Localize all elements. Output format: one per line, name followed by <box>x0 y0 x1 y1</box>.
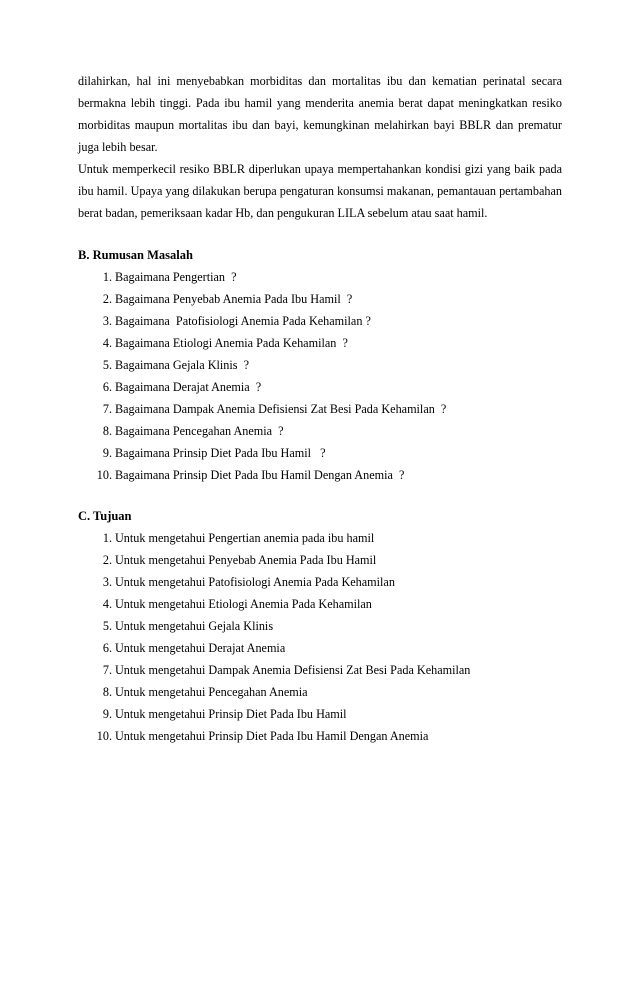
body-paragraph-2: Untuk memperkecil resiko BBLR diperlukan upaya mempertahankan kondisi gizi yang baik pada ibu hamil. Upaya yang dilakukan berupa pengaturan konsumsi makanan, pemantauan pertambahan berat badan, pemeriksaan kadar Hb, dan pengukuran LILA sebelum atau saat hamil. <box>78 162 562 220</box>
list-item: 9. Untuk mengetahui Prinsip Diet Pada Ibu Hamil <box>102 707 347 721</box>
tujuan-list <box>78 527 562 747</box>
list-item: 4. Bagaimana Etiologi Anemia Pada Kehamilan ? <box>102 336 348 350</box>
list-item: 3. Bagaimana Patofisiologi Anemia Pada Kehamilan ? <box>102 314 371 328</box>
section-c-heading: C. Tujuan <box>78 509 132 523</box>
body-paragraph-1: dilahirkan, hal ini menyebabkan morbiditas dan mortalitas ibu dan kematian perinatal secara bermakna lebih tinggi. Pada ibu hamil yang menderita anemia berat dapat meningkatkan resiko morbiditas maupun mortalitas ibu dan bayi, kemungkinan melahirkan bayi BBLR dan prematur juga lebih besar. <box>78 74 562 154</box>
list-item: 2. Bagaimana Penyebab Anemia Pada Ibu Hamil ? <box>102 292 353 306</box>
list-item: 5. Bagaimana Gejala Klinis ? <box>102 358 250 372</box>
list-item: 1. Untuk mengetahui Pengertian anemia pada ibu hamil <box>102 531 375 545</box>
list-item: 3. Untuk mengetahui Patofisiologi Anemia Pada Kehamilan <box>102 575 395 589</box>
list-item: 2. Untuk mengetahui Penyebab Anemia Pada Ibu Hamil <box>102 553 377 567</box>
document-page <box>78 70 562 747</box>
section-b-heading: B. Rumusan Masalah <box>78 248 193 262</box>
list-item: 7. Bagaimana Dampak Anemia Defisiensi Zat Besi Pada Kehamilan ? <box>102 402 447 416</box>
list-item: 7. Untuk mengetahui Dampak Anemia Defisiensi Zat Besi Pada Kehamilan <box>102 663 471 677</box>
rumusan-masalah-list <box>78 266 562 486</box>
list-item: 6. Bagaimana Derajat Anemia ? <box>102 380 262 394</box>
list-item: 10. Bagaimana Prinsip Diet Pada Ibu Hamil Dengan Anemia ? <box>96 468 405 482</box>
list-item: 10. Untuk mengetahui Prinsip Diet Pada Ibu Hamil Dengan Anemia <box>96 729 429 743</box>
list-item: 8. Untuk mengetahui Pencegahan Anemia <box>102 685 308 699</box>
list-item: 8. Bagaimana Pencegahan Anemia ? <box>102 424 284 438</box>
list-item: 6. Untuk mengetahui Derajat Anemia <box>102 641 286 655</box>
list-item: 9. Bagaimana Prinsip Diet Pada Ibu Hamil ? <box>102 446 326 460</box>
list-item: 5. Untuk mengetahui Gejala Klinis <box>102 619 274 633</box>
list-item: 1. Bagaimana Pengertian ? <box>102 270 237 284</box>
list-item: 4. Untuk mengetahui Etiologi Anemia Pada Kehamilan <box>102 597 372 611</box>
